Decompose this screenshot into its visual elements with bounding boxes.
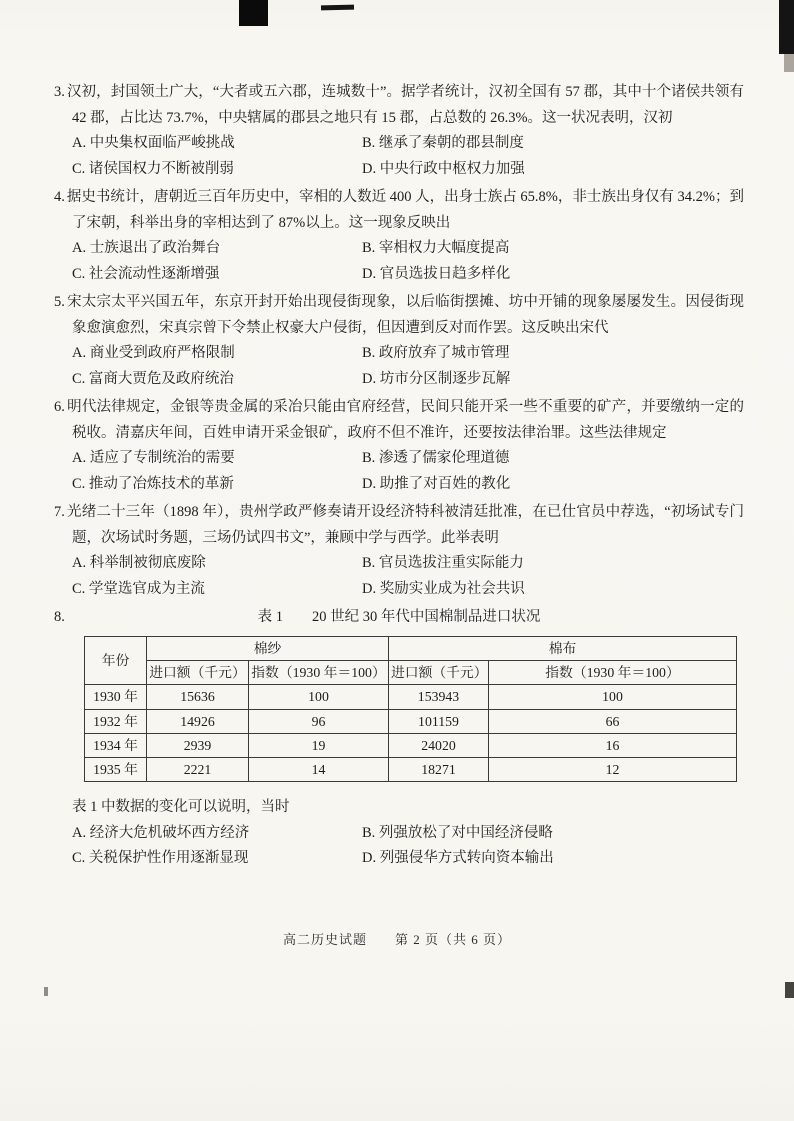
question-4-number: 4. (54, 189, 65, 205)
cell-cloth-amount: 24020 (389, 733, 489, 757)
cell-year: 1930 年 (85, 685, 147, 709)
cotton-imports-table (84, 636, 737, 782)
question-3-text: 汉初，封国领土广大，“大者或五六郡，连城数十”。据学者统计，汉初全国有 57 郡，其中十个诸侯共领有 42 郡，占比达 73.7%，中央辖属的郡县之地只有 15 郡，占总数的 26.3%。这一状况表明，汉初 (66, 84, 744, 126)
question-7-option-d: D. 奖励实业成为社会共识 (362, 580, 525, 597)
question-5-option-c: C. 富商大贾危及政府统治 (72, 370, 234, 387)
header-cloth-index: 指数（1930 年＝100） (489, 661, 737, 685)
header-year: 年份 (85, 637, 147, 685)
question-6-options (54, 446, 744, 497)
header-yarn-index: 指数（1930 年＝100） (249, 661, 389, 685)
question-4-text: 据史书统计，唐朝近三百年历史中，宰相的人数近 400 人，出身士族占 65.8%，非士族出身仅有 34.2%；到了宋朝，科举出身的宰相达到了 87%以上。这一现象反映出 (66, 189, 744, 231)
cell-yarn-amount: 14926 (147, 709, 249, 733)
question-8-prompt: 表 1 中数据的变化可以说明，当时 (72, 799, 290, 816)
question-8-options (54, 821, 744, 872)
question-3 (54, 80, 744, 182)
cell-yarn-index: 100 (249, 685, 389, 709)
question-4-option-c: C. 社会流动性逐渐增强 (72, 265, 220, 282)
question-3-option-b: B. 继承了秦朝的郡县制度 (362, 135, 524, 151)
cell-cloth-index: 66 (489, 709, 737, 733)
question-3-option-a: A. 中央集权面临严峻挑战 (72, 135, 235, 151)
question-3-stem (54, 80, 744, 131)
question-6-option-c: C. 推动了冶炼技术的革新 (72, 475, 234, 492)
question-8-option-a: A. 经济大危机破坏西方经济 (72, 824, 250, 841)
question-7 (54, 500, 744, 602)
question-5-number: 5. (54, 294, 65, 310)
cell-cloth-amount: 101159 (389, 709, 489, 733)
question-4-option-d: D. 官员选拔日趋多样化 (362, 265, 511, 282)
question-5 (54, 290, 744, 392)
question-6-option-b: B. 渗透了儒家伦理道德 (362, 450, 510, 466)
question-4-stem (54, 185, 744, 236)
question-4 (54, 185, 744, 287)
question-3-options (54, 131, 744, 182)
cell-yarn-index: 14 (249, 758, 389, 782)
cell-cloth-amount: 153943 (389, 685, 489, 709)
question-7-option-c: C. 学堂选官成为主流 (72, 580, 205, 597)
header-cloth-amount: 进口额（千元） (389, 661, 489, 685)
table-row-1932 (85, 709, 737, 733)
question-7-number: 7. (54, 504, 65, 520)
question-7-option-b: B. 官员选拔注重实际能力 (362, 555, 524, 571)
table-row-1930 (85, 685, 737, 709)
question-8-number: 8. (54, 609, 65, 625)
question-4-options (54, 236, 744, 287)
cell-cloth-index: 100 (489, 685, 737, 709)
cell-cloth-index: 12 (489, 758, 737, 782)
header-yarn-amount: 进口额（千元） (147, 661, 249, 685)
question-4-option-a: A. 士族退出了政治舞台 (72, 240, 221, 256)
question-8-option-c: C. 关税保护性作用逐渐显现 (72, 850, 249, 867)
scan-artifact-right-strip (779, 0, 794, 54)
question-8-header (54, 605, 744, 631)
table-caption: 表 1 20 世纪 30 年代中国棉制品进口状况 (257, 609, 541, 625)
question-6-option-a: A. 适应了专制统治的需要 (72, 450, 235, 466)
cell-yarn-amount: 2221 (147, 758, 249, 782)
question-3-number: 3. (54, 84, 65, 100)
scan-artifact-black-square (239, 0, 268, 26)
question-7-option-a: A. 科举制被彻底废除 (72, 555, 206, 571)
cell-year: 1932 年 (85, 709, 147, 733)
scan-artifact-right-small (785, 982, 794, 998)
question-5-option-a: A. 商业受到政府严格限制 (72, 345, 235, 361)
cell-yarn-amount: 15636 (147, 685, 249, 709)
question-4-option-b: B. 宰相权力大幅度提高 (362, 240, 510, 256)
cell-cloth-index: 16 (489, 733, 737, 757)
table-header-row-fields (85, 661, 737, 685)
question-7-options (54, 551, 744, 602)
question-6 (54, 395, 744, 497)
cell-year: 1934 年 (85, 733, 147, 757)
cell-cloth-amount: 18271 (389, 758, 489, 782)
table-row-1934 (85, 733, 737, 757)
scan-artifact-left-small (44, 987, 48, 996)
table-row-1935 (85, 758, 737, 782)
question-5-text: 宋太宗太平兴国五年，东京开封开始出现侵街现象，以后临街摆摊、坊中开铺的现象屡屡发生。因侵街现象愈演愈烈，宋真宗曾下令禁止权豪大户侵街，但因遭到反对而作罢。这反映出宋代 (66, 294, 744, 336)
question-6-stem (54, 395, 744, 446)
question-6-option-d: D. 助推了对百姓的教化 (362, 475, 511, 492)
question-8-option-d: D. 列强侵华方式转向资本输出 (362, 850, 554, 867)
question-5-option-b: B. 政府放弃了城市管理 (362, 345, 510, 361)
question-7-text: 光绪二十三年（1898 年），贵州学政严修奏请开设经济特科被清廷批准，在已仕官员中荐选，“初场试专门题，次场试时务题，三场仍试四书文”，兼顾中学与西学。此举表明 (66, 504, 744, 546)
cell-yarn-index: 19 (249, 733, 389, 757)
scan-artifact-right-fade (784, 54, 794, 72)
scan-artifact-dash (321, 5, 354, 11)
table-header-row-groups (85, 637, 737, 661)
header-cloth: 棉布 (389, 637, 737, 661)
question-5-options (54, 341, 744, 392)
question-6-text: 明代法律规定，金银等贵金属的采冶只能由官府经营，民间只能开采一些不重要的矿产，并要缴纳一定的税收。清嘉庆年间，百姓申请开采金银矿，政府不但不准许，还要按法律治罪。这些法律规定 (66, 399, 744, 441)
question-5-option-d: D. 坊市分区制逐步瓦解 (362, 370, 511, 387)
question-8 (54, 605, 744, 872)
question-3-option-d: D. 中央行政中枢权力加强 (362, 160, 525, 177)
header-yarn: 棉纱 (147, 637, 389, 661)
exam-content (54, 80, 744, 875)
question-7-stem (54, 500, 744, 551)
page-footer: 高二历史试题 第 2 页（共 6 页） (282, 932, 511, 947)
question-5-stem (54, 290, 744, 341)
cell-yarn-index: 96 (249, 709, 389, 733)
question-6-number: 6. (54, 399, 65, 415)
question-8-option-b: B. 列强放松了对中国经济侵略 (362, 824, 553, 841)
cell-year: 1935 年 (85, 758, 147, 782)
question-3-option-c: C. 诸侯国权力不断被削弱 (72, 160, 234, 177)
cell-yarn-amount: 2939 (147, 733, 249, 757)
